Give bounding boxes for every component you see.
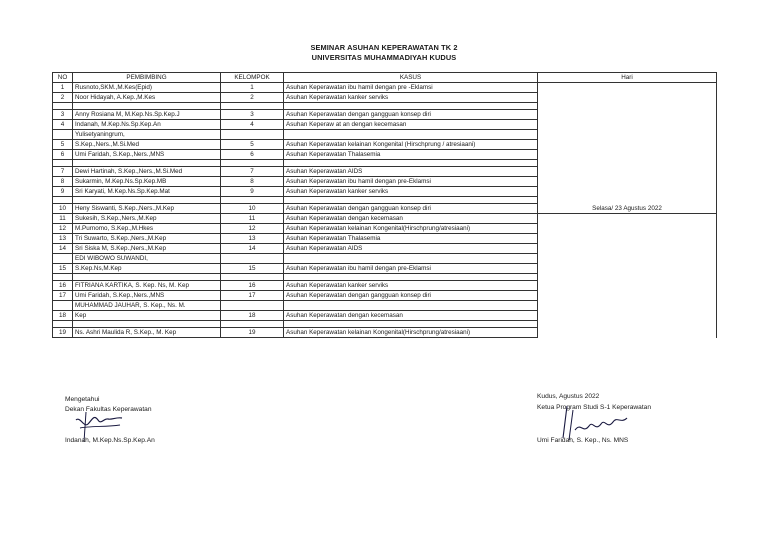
document-title: SEMINAR ASUHAN KEPERAWATAN TK 2 — [310, 43, 458, 52]
cell-pembimbing: Yulisetyaningrum, — [73, 130, 221, 140]
cell-kelompok: 7 — [221, 167, 284, 177]
cell-pembimbing: Noor Hidayah, A.Kep.,M.Kes — [73, 93, 221, 103]
cell-no: 11 — [53, 214, 73, 224]
cell-kasus: Asuhan Keperaw at an dengan kecemasan — [284, 120, 538, 130]
cell-kelompok — [221, 301, 284, 311]
cell-no: 17 — [53, 291, 73, 301]
left-signature-caption: Mengetahui — [65, 396, 100, 403]
cell-kasus: Asuhan Keperawatan dengan gangguan konsep diri — [284, 291, 538, 301]
cell-pembimbing: Sri Siska M, S.Kep.,Ners.,M.Kep — [73, 244, 221, 254]
cell-no: 10 — [53, 204, 73, 214]
cell-kelompok: 17 — [221, 291, 284, 301]
cell-kasus: Asuhan Keperawatan dengan kecemasan — [284, 311, 538, 321]
cell-no: 16 — [53, 281, 73, 291]
cell-pembimbing: Indanah, M.Kep.Ns.Sp.Kep.An — [73, 120, 221, 130]
cell-kelompok: 13 — [221, 234, 284, 244]
table-row — [53, 311, 717, 321]
cell-no: 15 — [53, 264, 73, 274]
cell-pembimbing: Rusnoto,SKM.,M.Kes(Epid) — [73, 83, 221, 93]
cell-no — [53, 254, 73, 264]
left-signature-title: Dekan Fakultas Keperawatan — [65, 406, 152, 413]
cell-no — [53, 301, 73, 311]
table-row — [53, 328, 717, 338]
cell-kasus: Asuhan Keperawatan AIDS — [284, 244, 538, 254]
cell-kasus: Asuhan Keperawatan kelainan Kongenital (Hirschprung / atresiaani) — [284, 140, 538, 150]
cell-no — [53, 130, 73, 140]
schedule-table — [52, 72, 717, 338]
header-hari: Hari — [538, 73, 717, 83]
cell-pembimbing: S.Kep.Ns,M.Kep — [73, 264, 221, 274]
cell-kelompok: 8 — [221, 177, 284, 187]
table-row — [53, 214, 717, 224]
cell-kasus: Asuhan Keperawatan dengan gangguan konsep diri — [284, 204, 538, 214]
right-handwritten-signature — [555, 400, 635, 442]
cell-pembimbing: Dewi Hartinah, S.Kep.,Ners.,M.Si.Med — [73, 167, 221, 177]
table-row — [53, 254, 717, 264]
table-row — [53, 264, 717, 274]
cell-no: 19 — [53, 328, 73, 338]
cell-kasus: Asuhan Keperawatan kanker serviks — [284, 93, 538, 103]
cell-kasus — [284, 130, 538, 140]
cell-no: 12 — [53, 224, 73, 234]
cell-pembimbing: Tri Suwarto, S.Kep.,Ners.,M.Kep — [73, 234, 221, 244]
table-row — [53, 83, 717, 93]
cell-kasus: Asuhan Keperawatan kelainan Kongenital(Hirschprung/atresiaani) — [284, 224, 538, 234]
cell-kasus: Asuhan Keperawatan kanker serviks — [284, 281, 538, 291]
cell-kelompok — [221, 254, 284, 264]
cell-pembimbing: EDI WIBOWO SUWANDI, — [73, 254, 221, 264]
cell-pembimbing: Heny Siswanti, S.Kep.,Ners.,M.Kep — [73, 204, 221, 214]
header-kasus: KASUS — [284, 73, 538, 83]
table-row — [53, 234, 717, 244]
header-kelompok: KELOMPOK — [221, 73, 284, 83]
cell-kasus: Asuhan Keperawatan Thalasemia — [284, 234, 538, 244]
right-signature-title: Ketua Program Studi S-1 Keperawatan — [537, 404, 651, 411]
cell-no: 5 — [53, 140, 73, 150]
cell-kelompok: 6 — [221, 150, 284, 160]
cell-no: 9 — [53, 187, 73, 197]
cell-kelompok — [221, 130, 284, 140]
cell-pembimbing: Umi Faridah, S.Kep.,Ners.,MNS — [73, 291, 221, 301]
cell-no: 18 — [53, 311, 73, 321]
left-signatory-name: Indanah, M.Kep.Ns.Sp.Kep.An — [65, 437, 155, 444]
cell-no: 1 — [53, 83, 73, 93]
cell-kelompok: 3 — [221, 110, 284, 120]
cell-kasus — [284, 301, 538, 311]
cell-hari-day1: Selasa/ 23 Agustus 2022 — [538, 83, 717, 214]
cell-no: 13 — [53, 234, 73, 244]
cell-pembimbing: Kep — [73, 311, 221, 321]
cell-pembimbing: FITRIANA KARTIKA, S. Kep. Ns, M. Kep — [73, 281, 221, 291]
table-row — [53, 224, 717, 234]
cell-kelompok: 12 — [221, 224, 284, 234]
cell-pembimbing: S.Kep.,Ners.,M.Si.Med — [73, 140, 221, 150]
table-row — [53, 291, 717, 301]
header-no: NO — [53, 73, 73, 83]
cell-no: 2 — [53, 93, 73, 103]
table-header-row — [53, 73, 717, 83]
cell-no: 7 — [53, 167, 73, 177]
cell-kasus: Asuhan Keperawatan ibu hamil dengan pre -Eklamsi — [284, 83, 538, 93]
cell-kasus — [284, 254, 538, 264]
cell-kasus: Asuhan Keperawatan ibu hamil dengan pre-Eklamsi — [284, 177, 538, 187]
cell-pembimbing: M.Purnomo, S.Kep.,M.Hkes — [73, 224, 221, 234]
table-row — [53, 301, 717, 311]
cell-kelompok: 14 — [221, 244, 284, 254]
cell-kelompok: 19 — [221, 328, 284, 338]
cell-kelompok: 2 — [221, 93, 284, 103]
cell-kelompok: 15 — [221, 264, 284, 274]
cell-pembimbing: Sri Karyati, M.Kep.Ns.Sp.Kep.Mat — [73, 187, 221, 197]
spacer-row — [53, 274, 717, 281]
document-subtitle: UNIVERSITAS MUHAMMADIYAH KUDUS — [311, 53, 457, 62]
cell-no: 3 — [53, 110, 73, 120]
table-row — [53, 244, 717, 254]
cell-pembimbing: Sukarmin, M.Kep.Ns.Sp.Kep.MB — [73, 177, 221, 187]
right-signature-place-date: Kudus, Agustus 2022 — [537, 393, 600, 400]
cell-kelompok: 9 — [221, 187, 284, 197]
cell-pembimbing: MUHAMMAD JAUHAR, S. Kep., Ns. M. — [73, 301, 221, 311]
cell-kelompok: 4 — [221, 120, 284, 130]
cell-kelompok: 1 — [221, 83, 284, 93]
cell-kasus: Asuhan Keperawatan dengan gangguan konsep diri — [284, 110, 538, 120]
cell-no: 4 — [53, 120, 73, 130]
cell-pembimbing: Ns. Ashri Maulida R, S.Kep., M. Kep — [73, 328, 221, 338]
cell-kasus: Asuhan Keperawatan AIDS — [284, 167, 538, 177]
table-row — [53, 281, 717, 291]
cell-pembimbing: Umi Faridah, S.Kep.,Ners.,MNS — [73, 150, 221, 160]
right-signatory-name: Umi Faridah, S. Kep., Ns. MNS — [537, 437, 629, 444]
cell-kelompok: 18 — [221, 311, 284, 321]
cell-no: 14 — [53, 244, 73, 254]
cell-kasus: Asuhan Keperawatan ibu hamil dengan pre-Eklamsi — [284, 264, 538, 274]
cell-kasus: Asuhan Keperawatan Thalasemia — [284, 150, 538, 160]
cell-kelompok: 10 — [221, 204, 284, 214]
cell-no: 8 — [53, 177, 73, 187]
spacer-row — [53, 321, 717, 328]
cell-kelompok: 11 — [221, 214, 284, 224]
cell-kasus: Asuhan Keperawatan kelainan Kongenital(Hirschprung/atresiaani) — [284, 328, 538, 338]
cell-pembimbing: Sukesih, S.Kep.,Ners.,M.Kep — [73, 214, 221, 224]
cell-kelompok: 5 — [221, 140, 284, 150]
cell-no: 6 — [53, 150, 73, 160]
cell-kasus: Asuhan Keperawatan dengan kecemasan — [284, 214, 538, 224]
cell-pembimbing: Anny Rosiana M, M.Kep.Ns.Sp.Kep.J — [73, 110, 221, 120]
cell-kasus: Asuhan Keperawatan kanker serviks — [284, 187, 538, 197]
cell-kelompok: 16 — [221, 281, 284, 291]
header-pembimbing: PEMBIMBING — [73, 73, 221, 83]
